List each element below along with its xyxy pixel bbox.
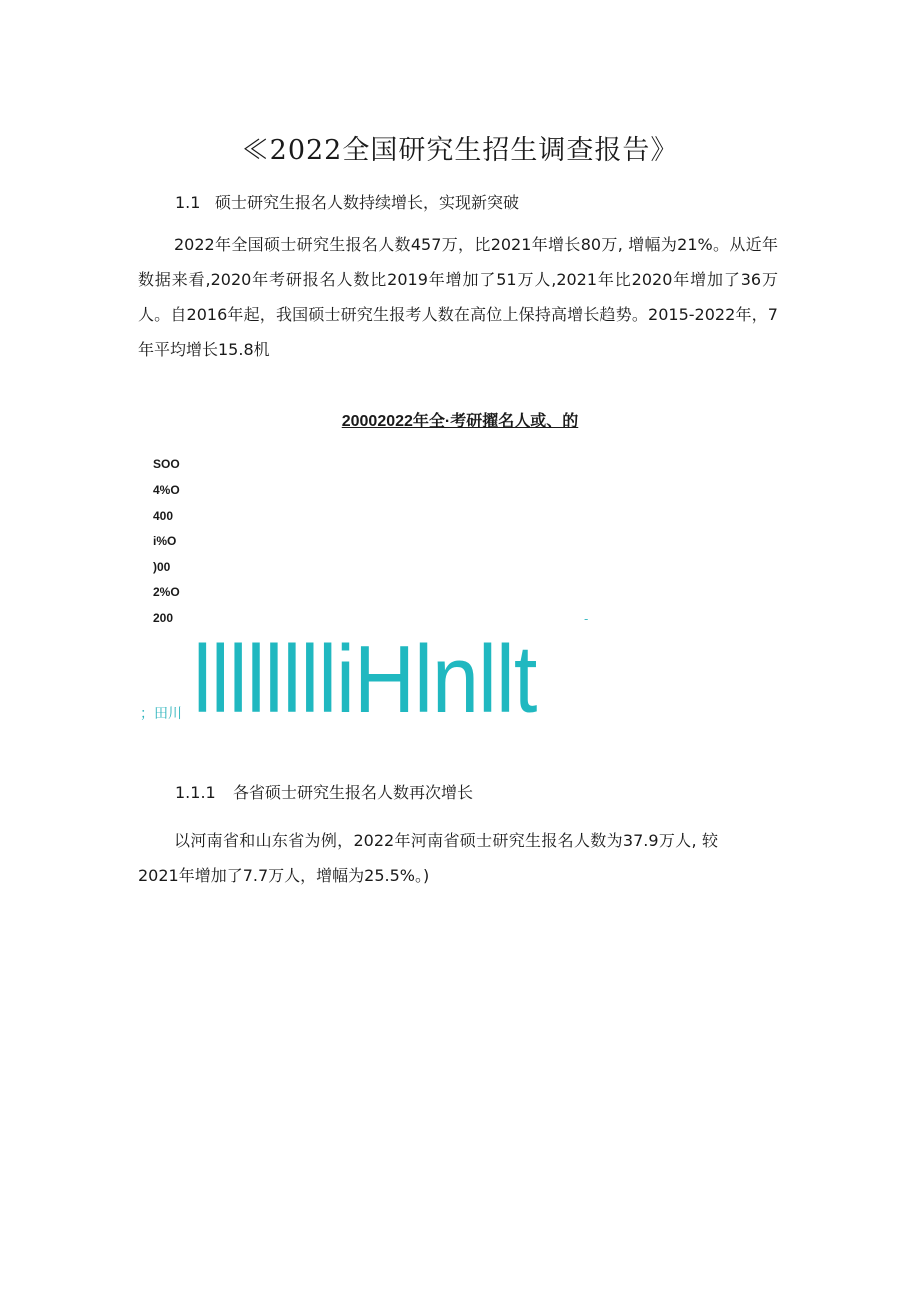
section-heading-1-1 bbox=[175, 190, 519, 213]
paragraph-national-stats: 2022年全国硕士研究生报名人数457万，比2021年增长80万, 增幅为21%。从近年数据来看,2020年考研报名人数比2019年增加了51万人,2021年比2020年增加了36万人。自2016年起，我国硕士研究生报考人数在高位上保持高增长趋势。2015-2022年，7年平均增长15.8机 bbox=[138, 235, 778, 359]
y-tick-label: i%O bbox=[153, 534, 177, 548]
chart-x-axis-label: ；田川 bbox=[140, 706, 182, 722]
section-heading-1-1-1 bbox=[175, 780, 473, 803]
y-tick-label: 200 bbox=[153, 611, 174, 625]
y-tick-label: 400 bbox=[153, 509, 174, 523]
y-tick-label: 4%O bbox=[153, 483, 180, 497]
section-heading-text: 硕士研究生报名人数持续增长，实现新突破 bbox=[215, 193, 520, 212]
y-tick-label: SOO bbox=[153, 457, 180, 471]
y-tick-label: )00 bbox=[153, 560, 171, 574]
document-title: ≪2022全国研究生招生调查报告》 bbox=[241, 135, 679, 166]
chart-mark-dash: - bbox=[584, 612, 589, 626]
chart-title: 20002022年全·考研擢名人或、的 bbox=[341, 413, 579, 430]
y-tick-label: 2%O bbox=[153, 585, 180, 599]
section-number: 1.1.1 bbox=[175, 783, 216, 802]
paragraph-province-stats: 以河南省和山东省为例，2022年河南省硕士研究生报名人数为37.9万人, 较2021年增加了7.7万人，增幅为25.5%。) bbox=[138, 831, 718, 885]
chart-bars-glyphs: lllllllliHlnllt bbox=[193, 626, 537, 733]
section-number: 1.1 bbox=[175, 193, 201, 212]
section-heading-text: 各省硕士研究生报名人数再次增长 bbox=[233, 783, 474, 802]
